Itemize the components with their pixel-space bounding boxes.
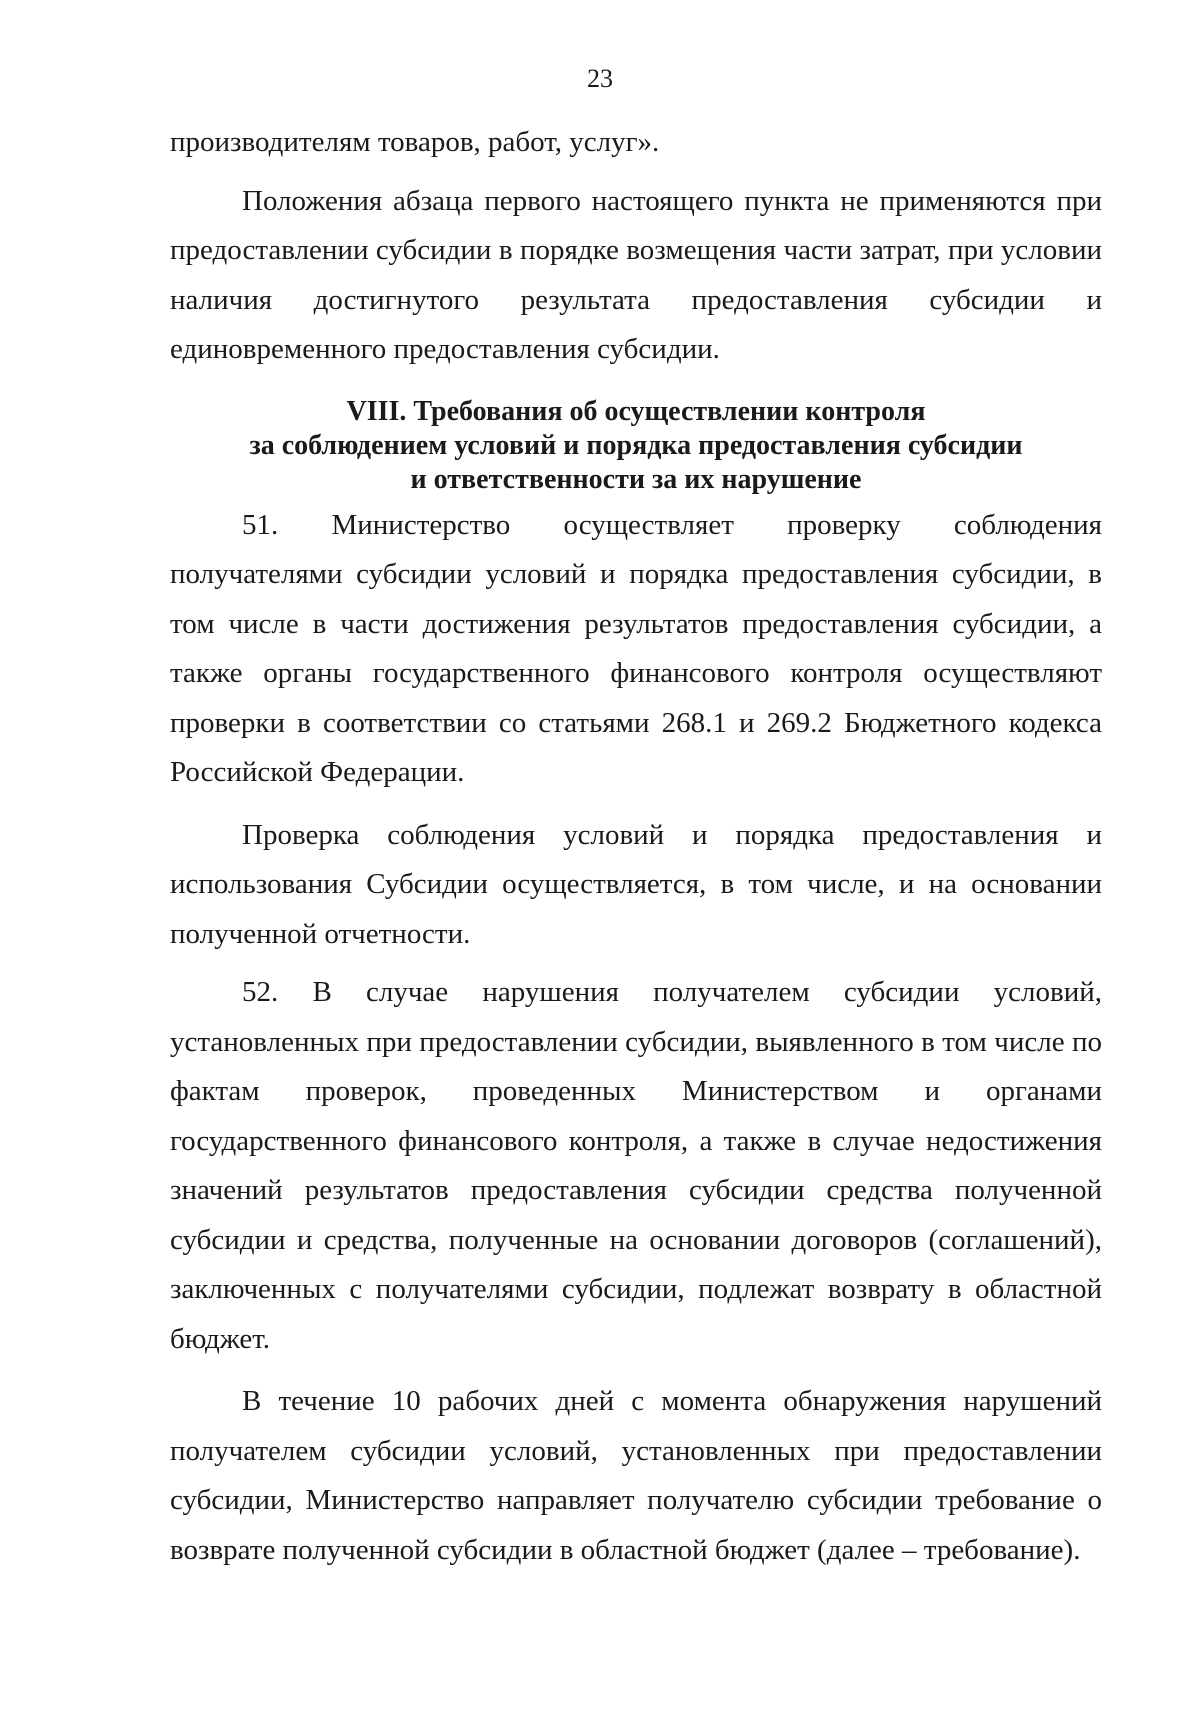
section-heading-line-3: и ответственности за их нарушение — [410, 463, 862, 495]
paragraph-continuation: производителям товаров, работ, услуг». — [170, 126, 660, 158]
paragraph-item-52: 52. В случае нарушения получателем субсидии условий, установленных при предоставлении субсидии, выявленного в том числе по фактам проверок, проведенных Министерством и органами государственного финансового контроля, а также в случае недостижения значений результатов предоставления субсидии средства полученной субсидии и средства, полученные на основании договоров (соглашений), заключенных с получателями субсидии, подлежат возврату в областной бюджет. — [170, 976, 1110, 1355]
paragraph-exception-clause: Положения абзаца первого настоящего пункта не применяются при предоставлении субсидии в порядке возмещения части затрат, при условии наличия достигнутого результата предоставления субсидии и единовременного предоставления субсидии. — [170, 184, 1102, 365]
page-number: 23 — [587, 64, 613, 93]
paragraph-item-51: 51. Министерство осуществляет проверку соблюдения получателями субсидии условий и порядка предоставления субсидии, в том числе в части достижения результатов предоставления субсидии, а также органы государственного финансового контроля осуществляют проверки в соответствии со статьями 268.1 и 269.2 Бюджетного кодекса Российской Федерации. — [170, 508, 1110, 788]
section-heading-line-1: VIII. Требования об осуществлении контроля — [346, 395, 926, 427]
section-heading — [170, 395, 1102, 497]
paragraph-return-demand: В течение 10 рабочих дней с момента обнаружения нарушений получателем субсидии условий, установленных при предоставлении субсидии, Министерство направляет получателю субсидии требование о возврате полученной субсидии в областной бюджет (далее – требование). — [170, 1385, 1102, 1566]
document-body — [170, 118, 1110, 1575]
paragraph-verification: Проверка соблюдения условий и порядка предоставления и использования Субсидии осуществляется, в том числе, и на основании полученной отчетности. — [170, 818, 1102, 950]
section-heading-line-2: за соблюдением условий и порядка предоставления субсидии — [249, 429, 1023, 461]
